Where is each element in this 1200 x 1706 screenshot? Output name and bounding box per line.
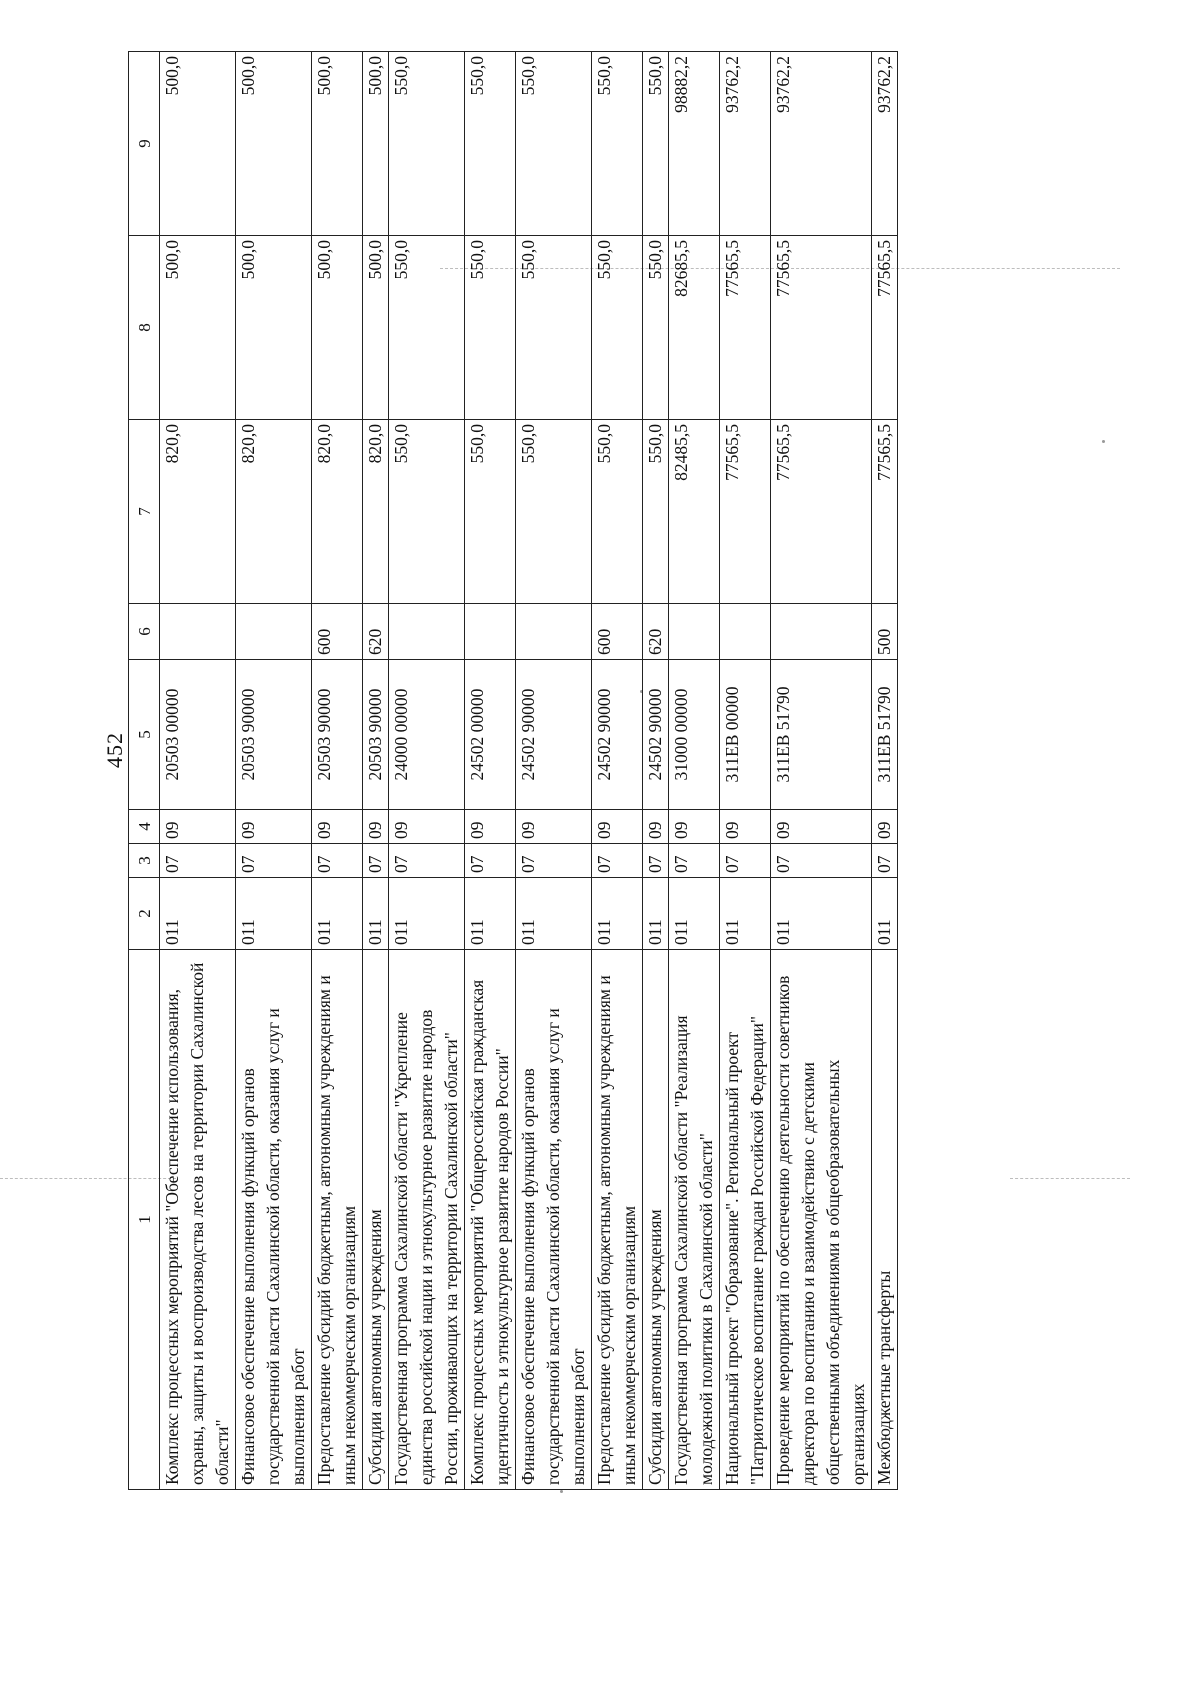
header-cell: 6	[129, 604, 160, 660]
admin-code-cell: 011	[669, 878, 720, 950]
table-row	[389, 52, 465, 1490]
expense-type-cell	[669, 604, 720, 660]
amount-col9-cell: 550,0	[643, 52, 669, 236]
target-article-cell: 24502 90000	[516, 660, 592, 810]
amount-col7-cell: 77565,5	[771, 420, 872, 604]
header-cell: 9	[129, 52, 160, 236]
amount-col7-cell: 82485,5	[669, 420, 720, 604]
amount-col9-cell: 98882,2	[669, 52, 720, 236]
subsection-cell: 09	[872, 810, 898, 844]
amount-col8-cell: 500,0	[160, 236, 236, 420]
subsection-cell: 09	[465, 810, 516, 844]
admin-code-cell: 011	[771, 878, 872, 950]
header-cell: 3	[129, 844, 160, 878]
target-article-cell: 24502 90000	[592, 660, 643, 810]
subsection-cell: 09	[363, 810, 389, 844]
admin-code-cell: 011	[643, 878, 669, 950]
amount-col7-cell: 550,0	[592, 420, 643, 604]
table-row	[720, 52, 771, 1490]
page-number: 452	[102, 732, 127, 768]
amount-col7-cell: 550,0	[516, 420, 592, 604]
amount-col7-cell: 550,0	[389, 420, 465, 604]
amount-col8-cell: 77565,5	[771, 236, 872, 420]
expense-type-cell	[389, 604, 465, 660]
target-article-cell: 20503 00000	[160, 660, 236, 810]
target-article-cell: 20503 90000	[236, 660, 312, 810]
amount-col9-cell: 550,0	[389, 52, 465, 236]
row-name-cell: Предоставление субсидий бюджетным, автономным учреждениям и иным некоммерческим организациям	[312, 950, 363, 1490]
budget-table	[128, 51, 898, 1490]
amount-col7-cell: 77565,5	[872, 420, 898, 604]
subsection-cell: 09	[771, 810, 872, 844]
admin-code-cell: 011	[312, 878, 363, 950]
amount-col8-cell: 77565,5	[720, 236, 771, 420]
amount-col8-cell: 500,0	[312, 236, 363, 420]
expense-type-cell	[160, 604, 236, 660]
subsection-cell: 09	[160, 810, 236, 844]
expense-type-cell: 600	[312, 604, 363, 660]
table-row	[592, 52, 643, 1490]
amount-col8-cell: 550,0	[592, 236, 643, 420]
amount-col8-cell: 550,0	[516, 236, 592, 420]
section-cell: 07	[389, 844, 465, 878]
amount-col8-cell: 500,0	[236, 236, 312, 420]
expense-type-cell: 600	[592, 604, 643, 660]
admin-code-cell: 011	[592, 878, 643, 950]
expense-type-cell	[465, 604, 516, 660]
amount-col7-cell: 820,0	[312, 420, 363, 604]
expense-type-cell	[236, 604, 312, 660]
amount-col9-cell: 93762,2	[720, 52, 771, 236]
expense-type-cell: 500	[872, 604, 898, 660]
amount-col8-cell: 550,0	[643, 236, 669, 420]
table-row	[312, 52, 363, 1490]
amount-col7-cell: 550,0	[643, 420, 669, 604]
admin-code-cell: 011	[236, 878, 312, 950]
target-article-cell: 311ЕВ 51790	[771, 660, 872, 810]
target-article-cell: 24000 00000	[389, 660, 465, 810]
header-cell: 1	[129, 950, 160, 1490]
row-name-cell: Субсидии автономным учреждениям	[363, 950, 389, 1490]
target-article-cell: 24502 90000	[643, 660, 669, 810]
row-name-cell: Межбюджетные трансферты	[872, 950, 898, 1490]
subsection-cell: 09	[236, 810, 312, 844]
target-article-cell: 20503 90000	[363, 660, 389, 810]
table-row	[669, 52, 720, 1490]
target-article-cell: 311ЕВ 00000	[720, 660, 771, 810]
amount-col8-cell: 77565,5	[872, 236, 898, 420]
section-cell: 07	[160, 844, 236, 878]
amount-col7-cell: 820,0	[363, 420, 389, 604]
amount-col9-cell: 500,0	[363, 52, 389, 236]
section-cell: 07	[312, 844, 363, 878]
amount-col7-cell: 77565,5	[720, 420, 771, 604]
table-row	[771, 52, 872, 1490]
section-cell: 07	[592, 844, 643, 878]
amount-col7-cell: 820,0	[160, 420, 236, 604]
target-article-cell: 31000 00000	[669, 660, 720, 810]
section-cell: 07	[465, 844, 516, 878]
section-cell: 07	[720, 844, 771, 878]
subsection-cell: 09	[669, 810, 720, 844]
expense-type-cell	[720, 604, 771, 660]
amount-col9-cell: 93762,2	[771, 52, 872, 236]
expense-type-cell	[516, 604, 592, 660]
table-header-row	[129, 52, 160, 1490]
amount-col9-cell: 550,0	[592, 52, 643, 236]
subsection-cell: 09	[389, 810, 465, 844]
admin-code-cell: 011	[389, 878, 465, 950]
amount-col9-cell: 500,0	[236, 52, 312, 236]
subsection-cell: 09	[592, 810, 643, 844]
expense-type-cell	[771, 604, 872, 660]
amount-col7-cell: 550,0	[465, 420, 516, 604]
subsection-cell: 09	[643, 810, 669, 844]
table-row	[160, 52, 236, 1490]
amount-col8-cell: 550,0	[389, 236, 465, 420]
amount-col9-cell: 500,0	[312, 52, 363, 236]
amount-col8-cell: 500,0	[363, 236, 389, 420]
admin-code-cell: 011	[872, 878, 898, 950]
row-name-cell: Предоставление субсидий бюджетным, автономным учреждениям и иным некоммерческим организациям	[592, 950, 643, 1490]
target-article-cell: 311ЕВ 51790	[872, 660, 898, 810]
section-cell: 07	[236, 844, 312, 878]
row-name-cell: Проведение мероприятий по обеспечению деятельности советников директора по воспитанию и взаимодействию с детскими общественными объединениями в общеобразовательных организациях	[771, 950, 872, 1490]
amount-col9-cell: 93762,2	[872, 52, 898, 236]
section-cell: 07	[363, 844, 389, 878]
amount-col7-cell: 820,0	[236, 420, 312, 604]
expense-type-cell: 620	[643, 604, 669, 660]
table-row	[872, 52, 898, 1490]
section-cell: 07	[643, 844, 669, 878]
amount-col8-cell: 82685,5	[669, 236, 720, 420]
subsection-cell: 09	[312, 810, 363, 844]
section-cell: 07	[771, 844, 872, 878]
expense-type-cell: 620	[363, 604, 389, 660]
table-row	[236, 52, 312, 1490]
header-cell: 8	[129, 236, 160, 420]
table-row	[465, 52, 516, 1490]
section-cell: 07	[516, 844, 592, 878]
target-article-cell: 24502 00000	[465, 660, 516, 810]
target-article-cell: 20503 90000	[312, 660, 363, 810]
header-cell: 7	[129, 420, 160, 604]
subsection-cell: 09	[720, 810, 771, 844]
header-cell: 5	[129, 660, 160, 810]
admin-code-cell: 011	[720, 878, 771, 950]
amount-col9-cell: 500,0	[160, 52, 236, 236]
table-row	[363, 52, 389, 1490]
header-cell: 2	[129, 878, 160, 950]
row-name-cell: Финансовое обеспечение выполнения функций органов государственной власти Сахалинской области, оказания услуг и выполнения работ	[516, 950, 592, 1490]
row-name-cell: Государственная программа Сахалинской области "Укрепление единства российской нации и этнокультурное развитие народов России, проживающих на территории Сахалинской области"	[389, 950, 465, 1490]
amount-col8-cell: 550,0	[465, 236, 516, 420]
row-name-cell: Национальный проект "Образование". Региональный проект "Патриотическое воспитание граждан Российской Федерации"	[720, 950, 771, 1490]
admin-code-cell: 011	[363, 878, 389, 950]
admin-code-cell: 011	[465, 878, 516, 950]
admin-code-cell: 011	[516, 878, 592, 950]
header-cell: 4	[129, 810, 160, 844]
row-name-cell: Комплекс процессных мероприятий "Общероссийская гражданская идентичность и этнокультурное развитие народов России"	[465, 950, 516, 1490]
row-name-cell: Финансовое обеспечение выполнения функций органов государственной власти Сахалинской области, оказания услуг и выполнения работ	[236, 950, 312, 1490]
section-cell: 07	[669, 844, 720, 878]
row-name-cell: Государственная программа Сахалинской области "Реализация молодежной политики в Сахалинской области"	[669, 950, 720, 1490]
amount-col9-cell: 550,0	[465, 52, 516, 236]
row-name-cell: Комплекс процессных мероприятий "Обеспечение использования, охраны, защиты и воспроизводства лесов на территории Сахалинской области"	[160, 950, 236, 1490]
table-row	[643, 52, 669, 1490]
amount-col9-cell: 550,0	[516, 52, 592, 236]
section-cell: 07	[872, 844, 898, 878]
row-name-cell: Субсидии автономным учреждениям	[643, 950, 669, 1490]
admin-code-cell: 011	[160, 878, 236, 950]
subsection-cell: 09	[516, 810, 592, 844]
table-row	[516, 52, 592, 1490]
